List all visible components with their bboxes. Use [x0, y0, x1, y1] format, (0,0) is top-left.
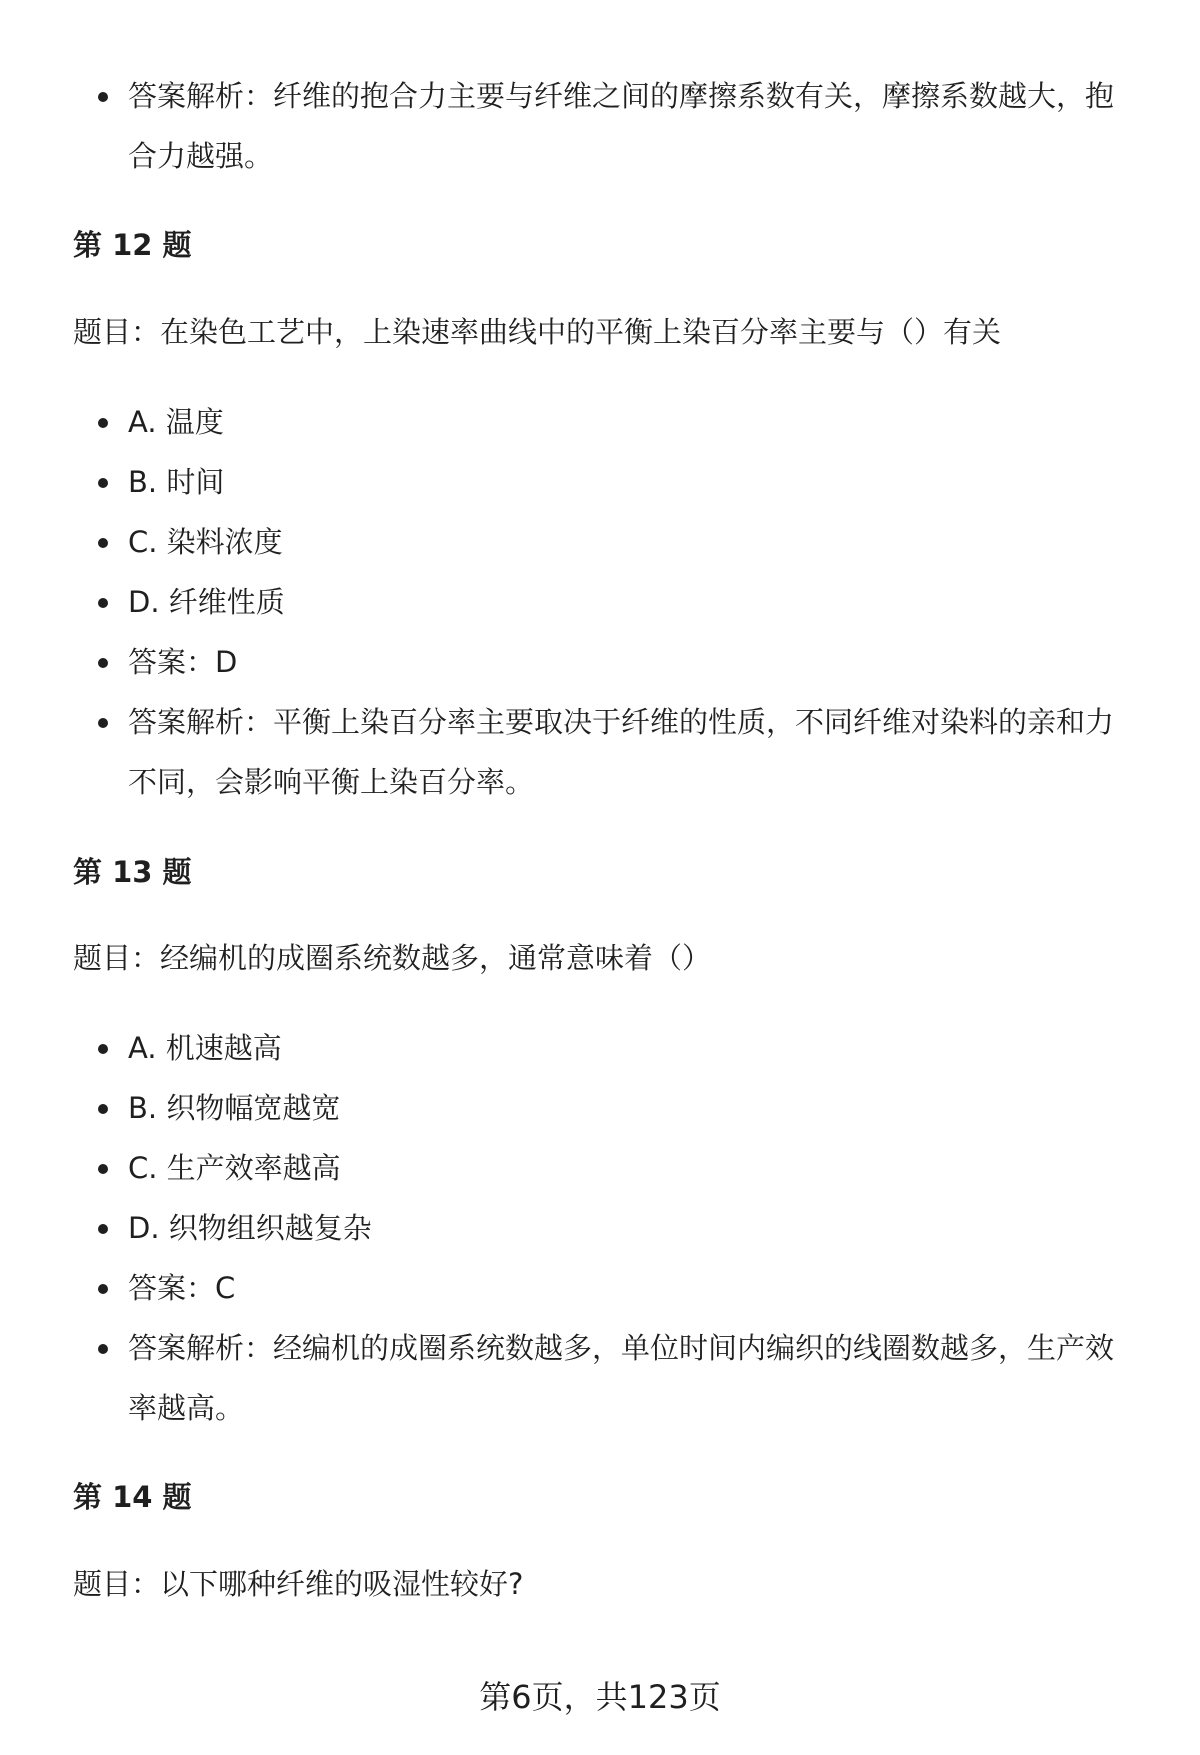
- question-12-text: 题目：在染色工艺中，上染速率曲线中的平衡上染百分率主要与（）有关: [73, 315, 1002, 349]
- question-13-options: [0, 1018, 1200, 1438]
- question-14-heading: 第 14 题: [73, 1480, 192, 1514]
- question-13-option-c: C. 生产效率越高: [0, 1138, 1200, 1198]
- question-12-choices: [0, 392, 1200, 812]
- question-14-text: 题目：以下哪种纤维的吸湿性较好?: [73, 1567, 524, 1601]
- prev-answer-list: [0, 66, 1200, 186]
- question-13-heading: 第 13 题: [73, 855, 192, 889]
- question-13-answer: 答案：C: [0, 1258, 1200, 1318]
- prev-question-tail: [0, 66, 1200, 186]
- question-12-option-b: B. 时间: [0, 452, 1200, 512]
- question-12-option-d: D. 纤维性质: [0, 572, 1200, 632]
- question-12-answer: 答案：D: [0, 632, 1200, 692]
- question-14-body: [0, 1559, 1200, 1609]
- question-12: [0, 220, 1200, 270]
- question-12-option-a: A. 温度: [0, 392, 1200, 452]
- question-13-option-b: B. 织物幅宽越宽: [0, 1078, 1200, 1138]
- question-12-options: [0, 392, 1200, 812]
- page-footer: 第6页，共123页: [479, 1678, 721, 1716]
- prev-explanation: 答案解析：纤维的抱合力主要与纤维之间的摩擦系数有关，摩擦系数越大，抱合力越强。: [0, 66, 1200, 186]
- question-13-explanation: 答案解析：经编机的成圈系统数越多，单位时间内编织的线圈数越多，生产效率越高。: [0, 1318, 1200, 1438]
- question-13-body: [0, 933, 1200, 983]
- question-13-text: 题目：经编机的成圈系统数越多，通常意味着（）: [73, 941, 712, 975]
- question-13-option-d: D. 织物组织越复杂: [0, 1198, 1200, 1258]
- question-13-choices: [0, 1018, 1200, 1438]
- question-13: [0, 847, 1200, 897]
- question-12-body: [0, 307, 1200, 357]
- question-14: [0, 1472, 1200, 1522]
- question-12-option-c: C. 染料浓度: [0, 512, 1200, 572]
- question-12-heading: 第 12 题: [73, 228, 192, 262]
- question-13-option-a: A. 机速越高: [0, 1018, 1200, 1078]
- question-12-explanation: 答案解析：平衡上染百分率主要取决于纤维的性质，不同纤维对染料的亲和力不同，会影响平衡上染百分率。: [0, 692, 1200, 812]
